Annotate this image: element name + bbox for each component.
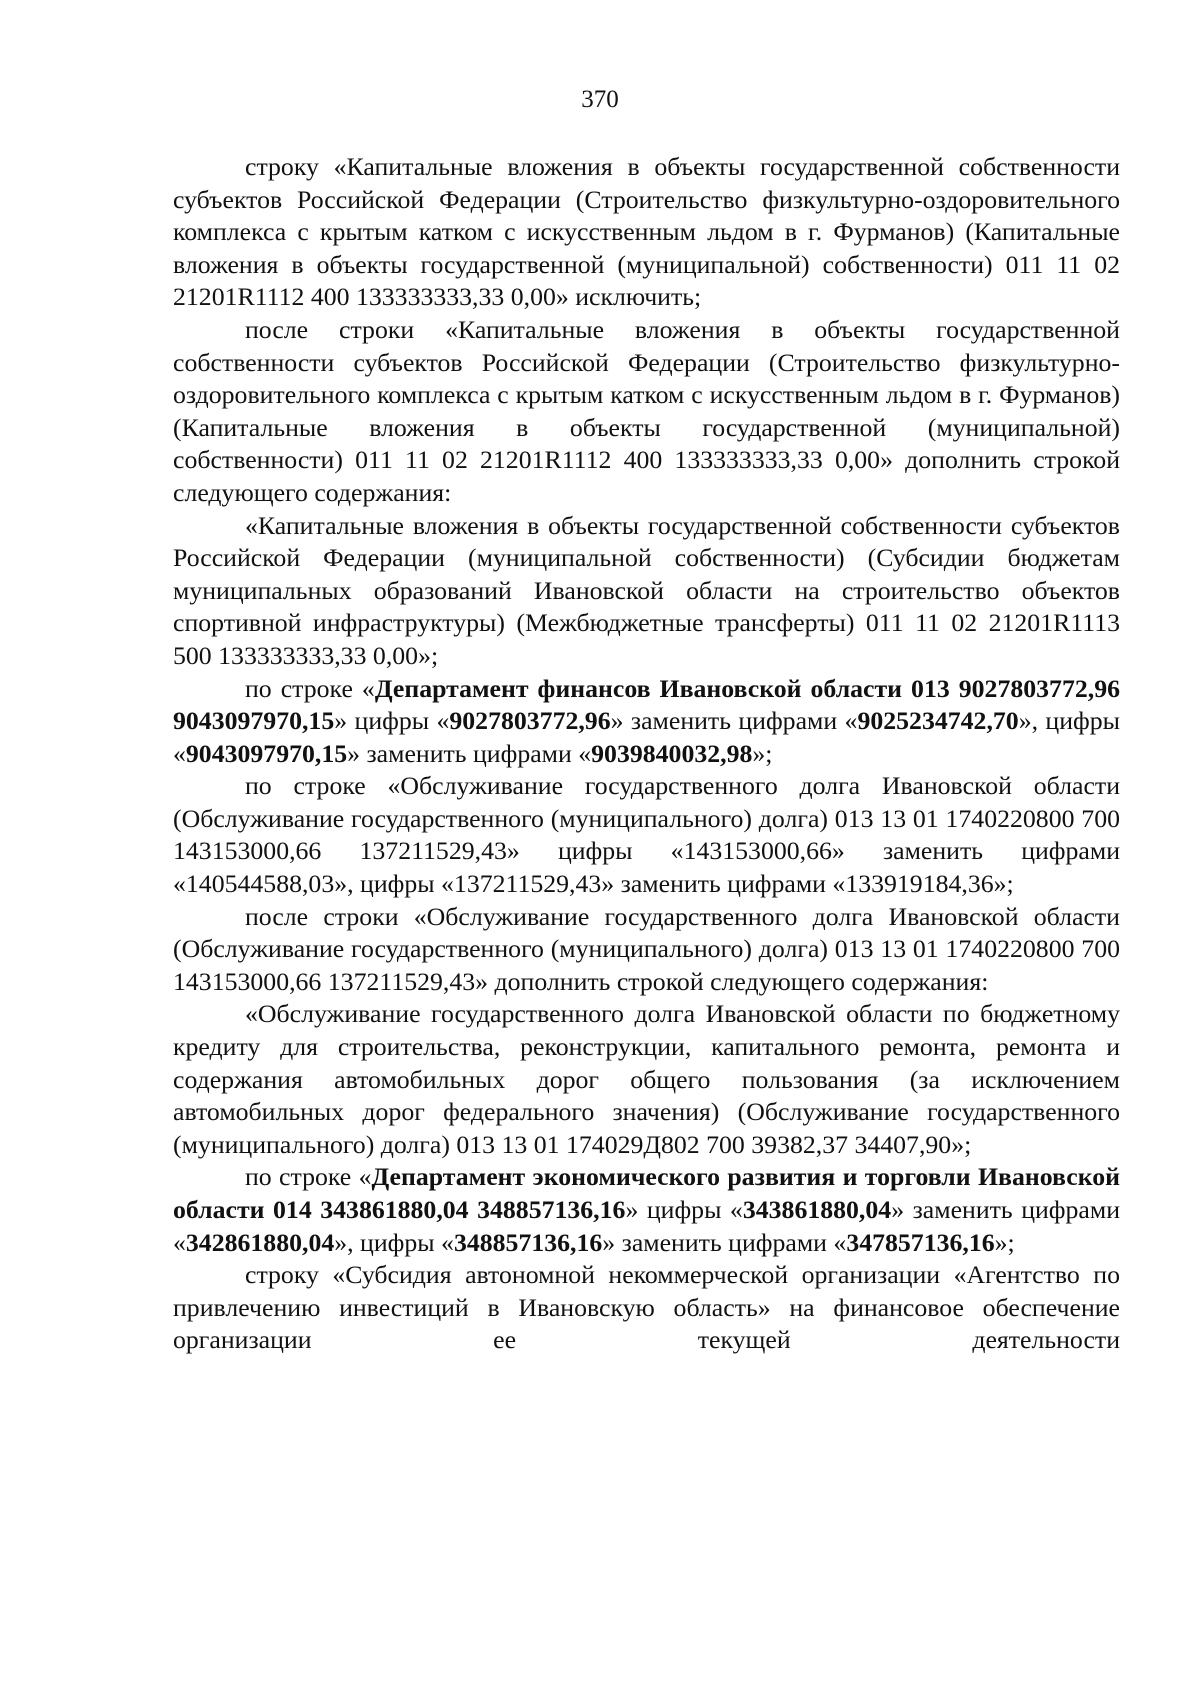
bold-row-name: Департамент экономического развития и торговли Ивановской области 014 343861880,04 348857136,16 — [173, 1162, 1120, 1224]
text-fragment: по строке « — [245, 1162, 372, 1192]
paragraph-insert-after-row: после строки «Капитальные вложения в объекты государственной собственности субъектов Российской Федерации (Строительство физкультурно-оздоровительного комплекса с крытым катком с искусственным льдом в г. Фурманов) (Капитальные вложения в объекты государственной (муниципальной) собственности) 011 11 02 21201R1112 400 133333333,33 0,00» дополнить строкой следующего содержания: — [173, 314, 1120, 507]
bold-old-value-2: 348857136,16 — [453, 1227, 603, 1257]
text-fragment: » цифры « — [625, 1195, 743, 1224]
bold-new-value-1: 9025234742,70 — [857, 706, 1019, 736]
text-fragment: »; — [994, 1227, 1015, 1257]
page-number: 370 — [581, 86, 619, 113]
bold-old-value-2: 9043097970,15 — [185, 738, 348, 768]
paragraph-subsidy-investment-agency: строку «Субсидия автономной некоммерческой организации «Агентство по привлечению инвестиций в Ивановскую область» на финансовое обеспечение организации ее текущей деятельности — [173, 1260, 1120, 1355]
text-fragment: », цифры « — [173, 706, 1120, 768]
paragraph-finance-department — [173, 673, 1120, 771]
text-fragment: по строке « — [245, 673, 375, 703]
paragraph-new-row-budget-credit: «Обслуживание государственного долга Ивановской области по бюджетному кредиту для строительства, реконструкции, капитального ремонта, ремонта и содержания автомобильных дорог общего пользования (за исключением автомобильных дорог федерального значения) (Обслуживание государственного (муниципального) долга) 013 13 01 174029Д802 700 39382,37 34407,90»; — [173, 999, 1120, 1159]
text-fragment: » цифры « — [334, 706, 450, 736]
text-fragment: » заменить цифрами « — [173, 1195, 1120, 1257]
bold-old-value-1: 9027803772,96 — [449, 706, 611, 736]
text-fragment: »; — [752, 738, 773, 768]
paragraph-exclude-row: строку «Капитальные вложения в объекты государственной собственности субъектов Российской Федерации (Строительство физкультурно-оздоровительного комплекса с крытым катком с искусственным льдом в г. Фурманов) (Капитальные вложения в объекты государственной (муниципальной) собственности) 011 11 02 21201R1112 400 133333333,33 0,00» исключить; — [173, 152, 1120, 312]
paragraph-insert-after-debt-row: после строки «Обслуживание государственного долга Ивановской области (Обслуживание государственного (муниципального) долга) 013 13 01 1740220800 700 143153000,66 137211529,43» дополнить строкой следующего содержания: — [173, 901, 1120, 996]
document-body — [173, 151, 1120, 1357]
paragraph-economic-department — [173, 1161, 1120, 1259]
bold-new-value-1: 342861880,04 — [185, 1227, 335, 1257]
bold-new-value-2: 347857136,16 — [846, 1227, 995, 1257]
text-fragment: », цифры « — [334, 1227, 454, 1257]
text-fragment: » заменить цифрами « — [347, 738, 592, 768]
text-fragment: » заменить цифрами « — [602, 1227, 847, 1257]
bold-row-name: Департамент финансов Ивановской области 013 9027803772,96 9043097970,15 — [173, 673, 1120, 736]
bold-new-value-2: 9039840032,98 — [591, 738, 753, 768]
text-fragment: » заменить цифрами « — [610, 706, 858, 736]
bold-old-value-1: 343861880,04 — [742, 1195, 892, 1224]
paragraph-debt-service: по строке «Обслуживание государственного долга Ивановской области (Обслуживание государственного (муниципального) долга) 013 13 01 1740220800 700 143153000,66 137211529,43» цифры «143153000,66» заменить цифрами «140544588,03», цифры «137211529,43» заменить цифрами «133919184,36»; — [173, 771, 1120, 899]
paragraph-new-row-subsidies: «Капитальные вложения в объекты государственной собственности субъектов Российской Федерации (муниципальной собственности) (Субсидии бюджетам муниципальных образований Ивановской области на строительство объектов спортивной инфраструктуры) (Межбюджетные трансферты) 011 11 02 21201R1113 500 133333333,33 0,00»; — [173, 510, 1120, 670]
